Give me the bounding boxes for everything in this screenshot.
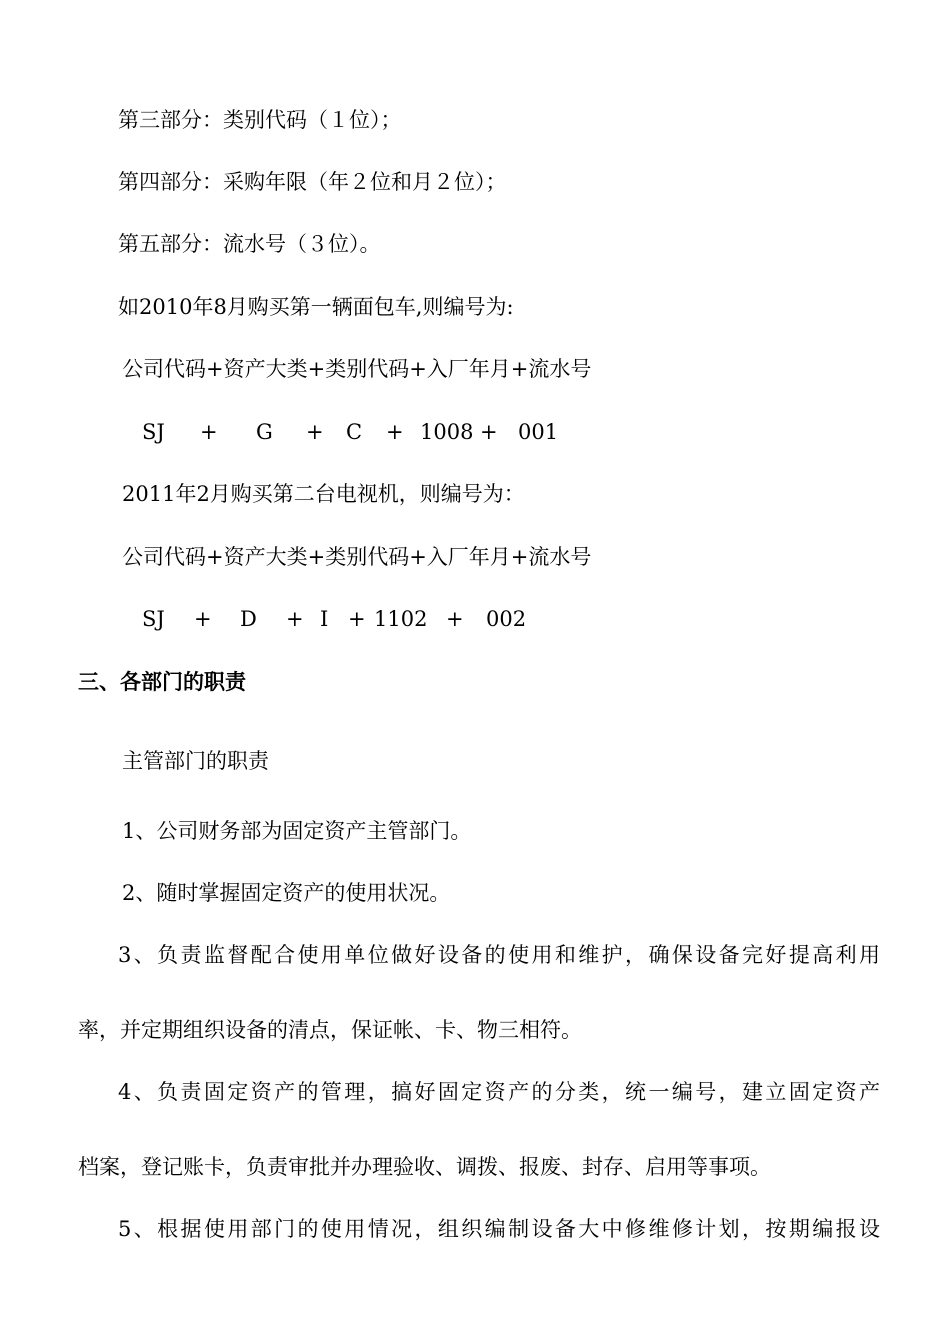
code-part: SJ [142, 420, 165, 444]
duty-item-4-line2: 档案，登记账卡，负责审批并办理验收、调拨、报废、封存、启用等事项。 [78, 1155, 771, 1179]
code-part: C [346, 420, 363, 444]
duty-item-3-line1: 3、负责监督配合使用单位做好设备的使用和维护，确保设备完好提高利用 [118, 943, 880, 967]
duty-item-3-line2: 率，并定期组织设备的清点，保证帐、卡、物三相符。 [78, 1018, 582, 1042]
code-part: 1102 [374, 607, 428, 631]
code-part: D [240, 607, 257, 631]
section-heading: 三、各部门的职责 [78, 669, 246, 694]
code-plus: + [348, 607, 366, 631]
code-part: 001 [518, 420, 559, 444]
code-part: 002 [486, 607, 527, 631]
subsection-heading: 主管部门的职责 [122, 749, 269, 773]
example2-formula: 公司代码+资产大类+类别代码+入厂年月+流水号 [122, 545, 592, 569]
code-part: SJ [142, 607, 165, 631]
code-part: G [256, 420, 273, 444]
code-plus: + [446, 607, 464, 631]
code-plus: + [200, 420, 218, 444]
example2-intro: 2011年2月购买第二台电视机，则编号为： [122, 482, 525, 506]
duty-item-4-line1: 4、负责固定资产的管理，搞好固定资产的分类，统一编号，建立固定资产 [118, 1080, 880, 1104]
example1-intro: 如2010年8月购买第一辆面包车,则编号为: [118, 295, 514, 319]
duty-item-1: 1、公司财务部为固定资产主管部门。 [122, 819, 472, 843]
part-five-line: 第五部分：流水号（３位）。 [118, 232, 381, 256]
part-three-line: 第三部分：类别代码（１位）； [118, 108, 402, 132]
code-plus: + [194, 607, 212, 631]
code-part: 1008 [420, 420, 474, 444]
example2-code [142, 605, 526, 633]
example1-code [142, 418, 558, 446]
code-plus: + [386, 420, 404, 444]
duty-item-2: 2、随时掌握固定资产的使用状况。 [122, 881, 451, 905]
code-plus: + [306, 420, 324, 444]
code-part: I [320, 607, 329, 631]
code-plus: + [480, 420, 498, 444]
code-plus: + [286, 607, 304, 631]
example1-formula: 公司代码+资产大类+类别代码+入厂年月+流水号 [122, 357, 592, 381]
part-four-line: 第四部分：采购年限（年２位和月２位）； [118, 170, 507, 194]
duty-item-5-line1: 5、根据使用部门的使用情况，组织编制设备大中修维修计划，按期编报设 [118, 1217, 880, 1241]
